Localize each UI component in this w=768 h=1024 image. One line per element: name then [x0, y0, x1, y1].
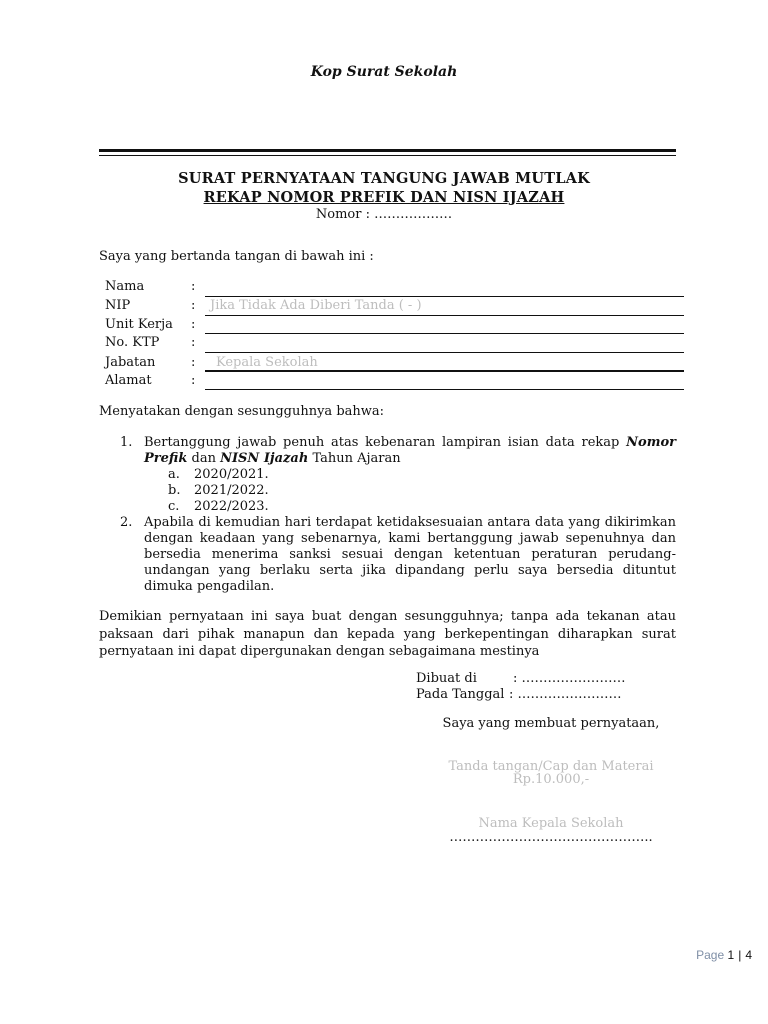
field-label-alamat: Alamat: [105, 373, 152, 388]
letterhead-rule-thin: [99, 155, 676, 156]
pada-tanggal-value[interactable]: : ……………………: [509, 687, 622, 702]
field-label-jabatan: Jabatan: [105, 355, 156, 370]
list-item: [120, 515, 676, 595]
list-item-text-part: Tahun Ajaran: [308, 451, 401, 466]
page-number: 1: [727, 948, 735, 962]
dibuat-di-label: Dibuat di: [416, 671, 477, 686]
field-colon: :: [191, 298, 196, 313]
list-item: [120, 435, 676, 467]
sub-item-number: c.: [168, 499, 180, 514]
signer-name-placeholder[interactable]: Nama Kepala Sekolah: [478, 816, 624, 831]
field-placeholder-jabatan[interactable]: Kepala Sekolah: [216, 355, 318, 370]
letterhead-rule-thick: [99, 149, 676, 152]
field-line-nama[interactable]: [205, 296, 684, 297]
pada-tanggal-label: Pada Tanggal: [416, 687, 505, 702]
field-line-alamat[interactable]: [205, 389, 684, 390]
field-line-unit-kerja[interactable]: [205, 333, 684, 334]
sub-item-text: 2022/2023.: [194, 499, 269, 514]
closing-paragraph: Demikian pernyataan ini saya buat dengan sesungguhnya; tanpa ada tekanan atau paksaan dari pihak manapun dan kepada yang berkepentingan diharapkan surat pernyataan ini dapat dipergunakan dengan sebagaimana mestinya: [99, 609, 676, 659]
document-title: SURAT PERNYATAAN TANGUNG JAWAB MUTLAK: [178, 170, 590, 187]
field-colon: :: [191, 279, 196, 294]
list-item-text: [144, 435, 676, 467]
field-colon: :: [191, 317, 196, 332]
signer-name-dots: ………………………………………..: [449, 830, 653, 845]
field-placeholder-nip[interactable]: Jika Tidak Ada Diberi Tanda ( - ): [210, 298, 422, 313]
page-total: 4: [745, 948, 752, 962]
page-separator: |: [738, 948, 742, 962]
emphasis-nisn-ijazah: NISN Ijazah: [220, 451, 309, 466]
field-line-nip[interactable]: [205, 315, 684, 316]
signature-maker-label: Saya yang membuat pernyataan,: [442, 716, 660, 731]
sub-item-number: b.: [168, 483, 181, 498]
sub-item-text: 2021/2022.: [194, 483, 269, 498]
list-item-text-part: Bertanggung jawab penuh atas kebenaran lampiran isian data rekap: [144, 435, 627, 450]
sub-item-number: a.: [168, 467, 180, 482]
sub-item-text: 2020/2021.: [194, 467, 269, 482]
page-label: Page: [696, 948, 725, 962]
field-colon: :: [191, 373, 196, 388]
declaration-intro: Menyatakan dengan sesungguhnya bahwa:: [99, 404, 385, 419]
letterhead: Kop Surat Sekolah: [310, 64, 458, 80]
document-number: Nomor : ………………: [315, 207, 453, 222]
list-item-text-part: dan: [187, 451, 221, 466]
field-line-no-ktp[interactable]: [205, 352, 684, 353]
list-item-text: Apabila di kemudian hari terdapat ketidaksesuaian antara data yang dikirimkan dengan keadaan yang sebenarnya, kami bertanggung jawab sepenuhnya dan bersedia menerima sanksi sesuai dengan ketentuan peraturan perudang-undangan yang berlaku serta jika dipandang perlu saya bersedia dituntut dimuka pengadilan.: [144, 515, 676, 594]
materai-placeholder: Rp.10.000,-: [512, 772, 590, 787]
field-label-unit-kerja: Unit Kerja: [105, 317, 173, 332]
document-subtitle: REKAP NOMOR PREFIK DAN NISN IJAZAH: [203, 189, 565, 206]
field-label-no-ktp: No. KTP: [105, 335, 160, 350]
field-colon: :: [191, 335, 196, 350]
emphasis-nomor-prefik: Nomor Prefik: [144, 435, 676, 466]
page-footer: [696, 948, 752, 962]
dibuat-di-value[interactable]: : ……………………: [513, 671, 626, 686]
list-item-number: 2.: [120, 515, 133, 530]
list-item-number: 1.: [120, 435, 133, 450]
field-label-nama: Nama: [105, 279, 145, 294]
field-colon: :: [191, 355, 196, 370]
signature-placeholder[interactable]: Tanda tangan/Cap dan Materai: [448, 759, 654, 774]
intro-text: Saya yang bertanda tangan di bawah ini :: [99, 249, 374, 264]
field-label-nip: NIP: [105, 298, 131, 313]
field-line-jabatan[interactable]: [205, 370, 684, 372]
